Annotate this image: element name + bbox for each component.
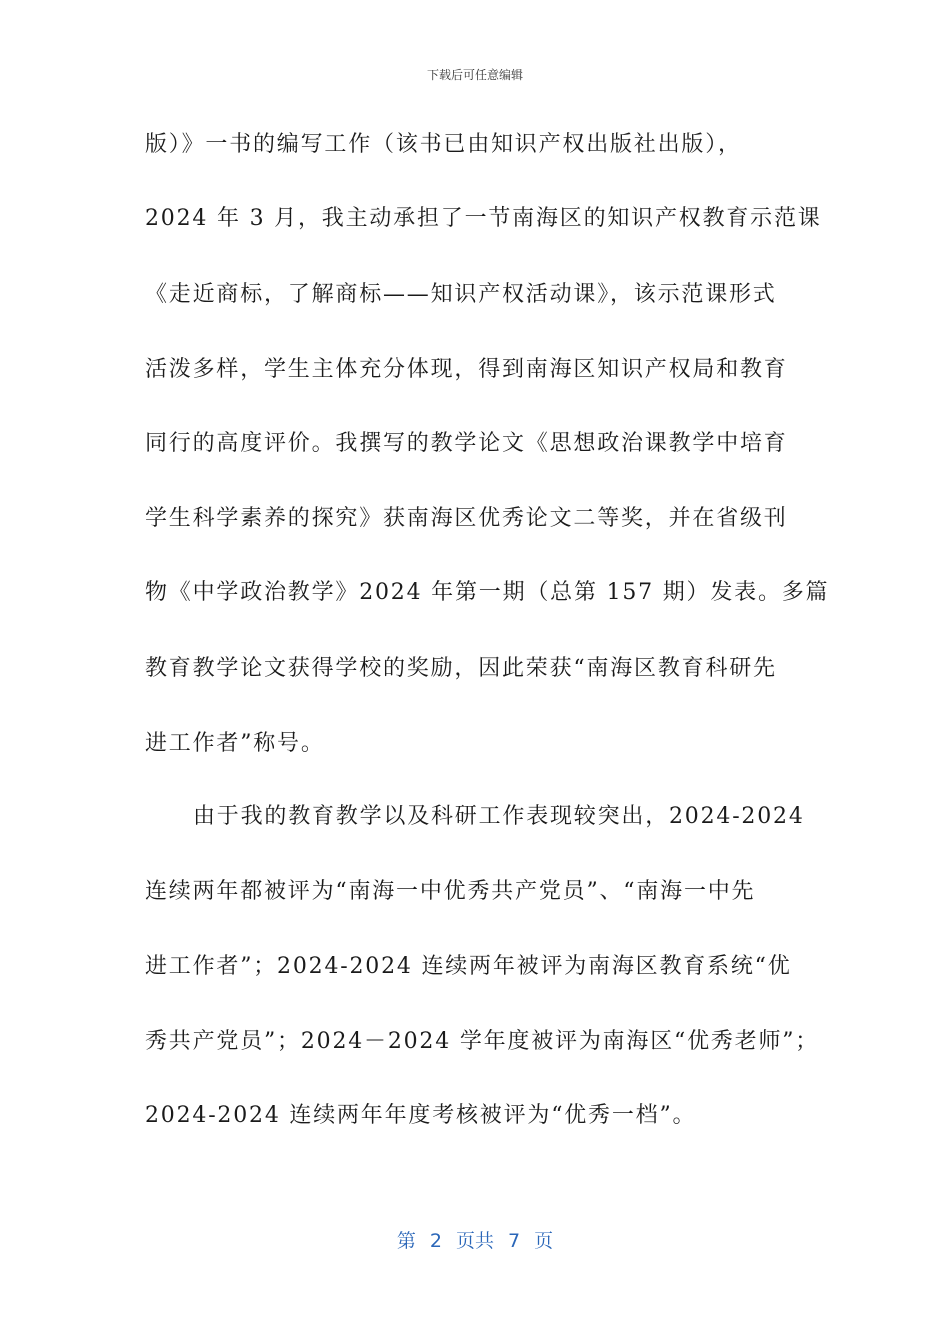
body-line-5: 同行的高度评价。我撰写的教学论文《思想政治课教学中培育 <box>145 431 788 456</box>
page-number-footer: 第 2 页共 7 页 <box>396 1230 554 1252</box>
body-line-9: 进工作者”称号。 <box>145 731 325 756</box>
body-line-11: 连续两年都被评为“南海一中优秀共产党员”、“南海一中先 <box>145 879 756 904</box>
body-line-2: 2024 年 3 月，我主动承担了一节南海区的知识产权教育示范课 <box>145 206 822 231</box>
body-line-12: 进工作者”；2024-2024 连续两年被评为南海区教育系统“优 <box>145 954 792 979</box>
body-line-7: 物《中学政治教学》2024 年第一期（总第 157 期）发表。多篇 <box>145 580 830 605</box>
page-header: 下载后可任意编辑 <box>426 68 523 82</box>
body-line-1: 版）》一书的编写工作（该书已由知识产权出版社出版）， <box>145 132 742 157</box>
body-line-6: 学生科学素养的探究》获南海区优秀论文二等奖，并在省级刊 <box>145 506 788 531</box>
body-line-14: 2024-2024 连续两年年度考核被评为“优秀一档”。 <box>145 1103 697 1128</box>
body-line-3: 《走近商标，了解商标——知识产权活动课》，该示范课形式 <box>145 282 777 307</box>
body-line-4: 活泼多样，学生主体充分体现，得到南海区知识产权局和教育 <box>145 357 788 382</box>
body-line-13: 秀共产党员”；2024－2024 学年度被评为南海区“优秀老师”； <box>145 1029 820 1054</box>
body-line-8: 教育教学论文获得学校的奖励，因此荣获“南海区教育科研先 <box>145 656 777 681</box>
body-line-10-indented: 由于我的教育教学以及科研工作表现较突出，2024-2024 <box>193 804 805 829</box>
